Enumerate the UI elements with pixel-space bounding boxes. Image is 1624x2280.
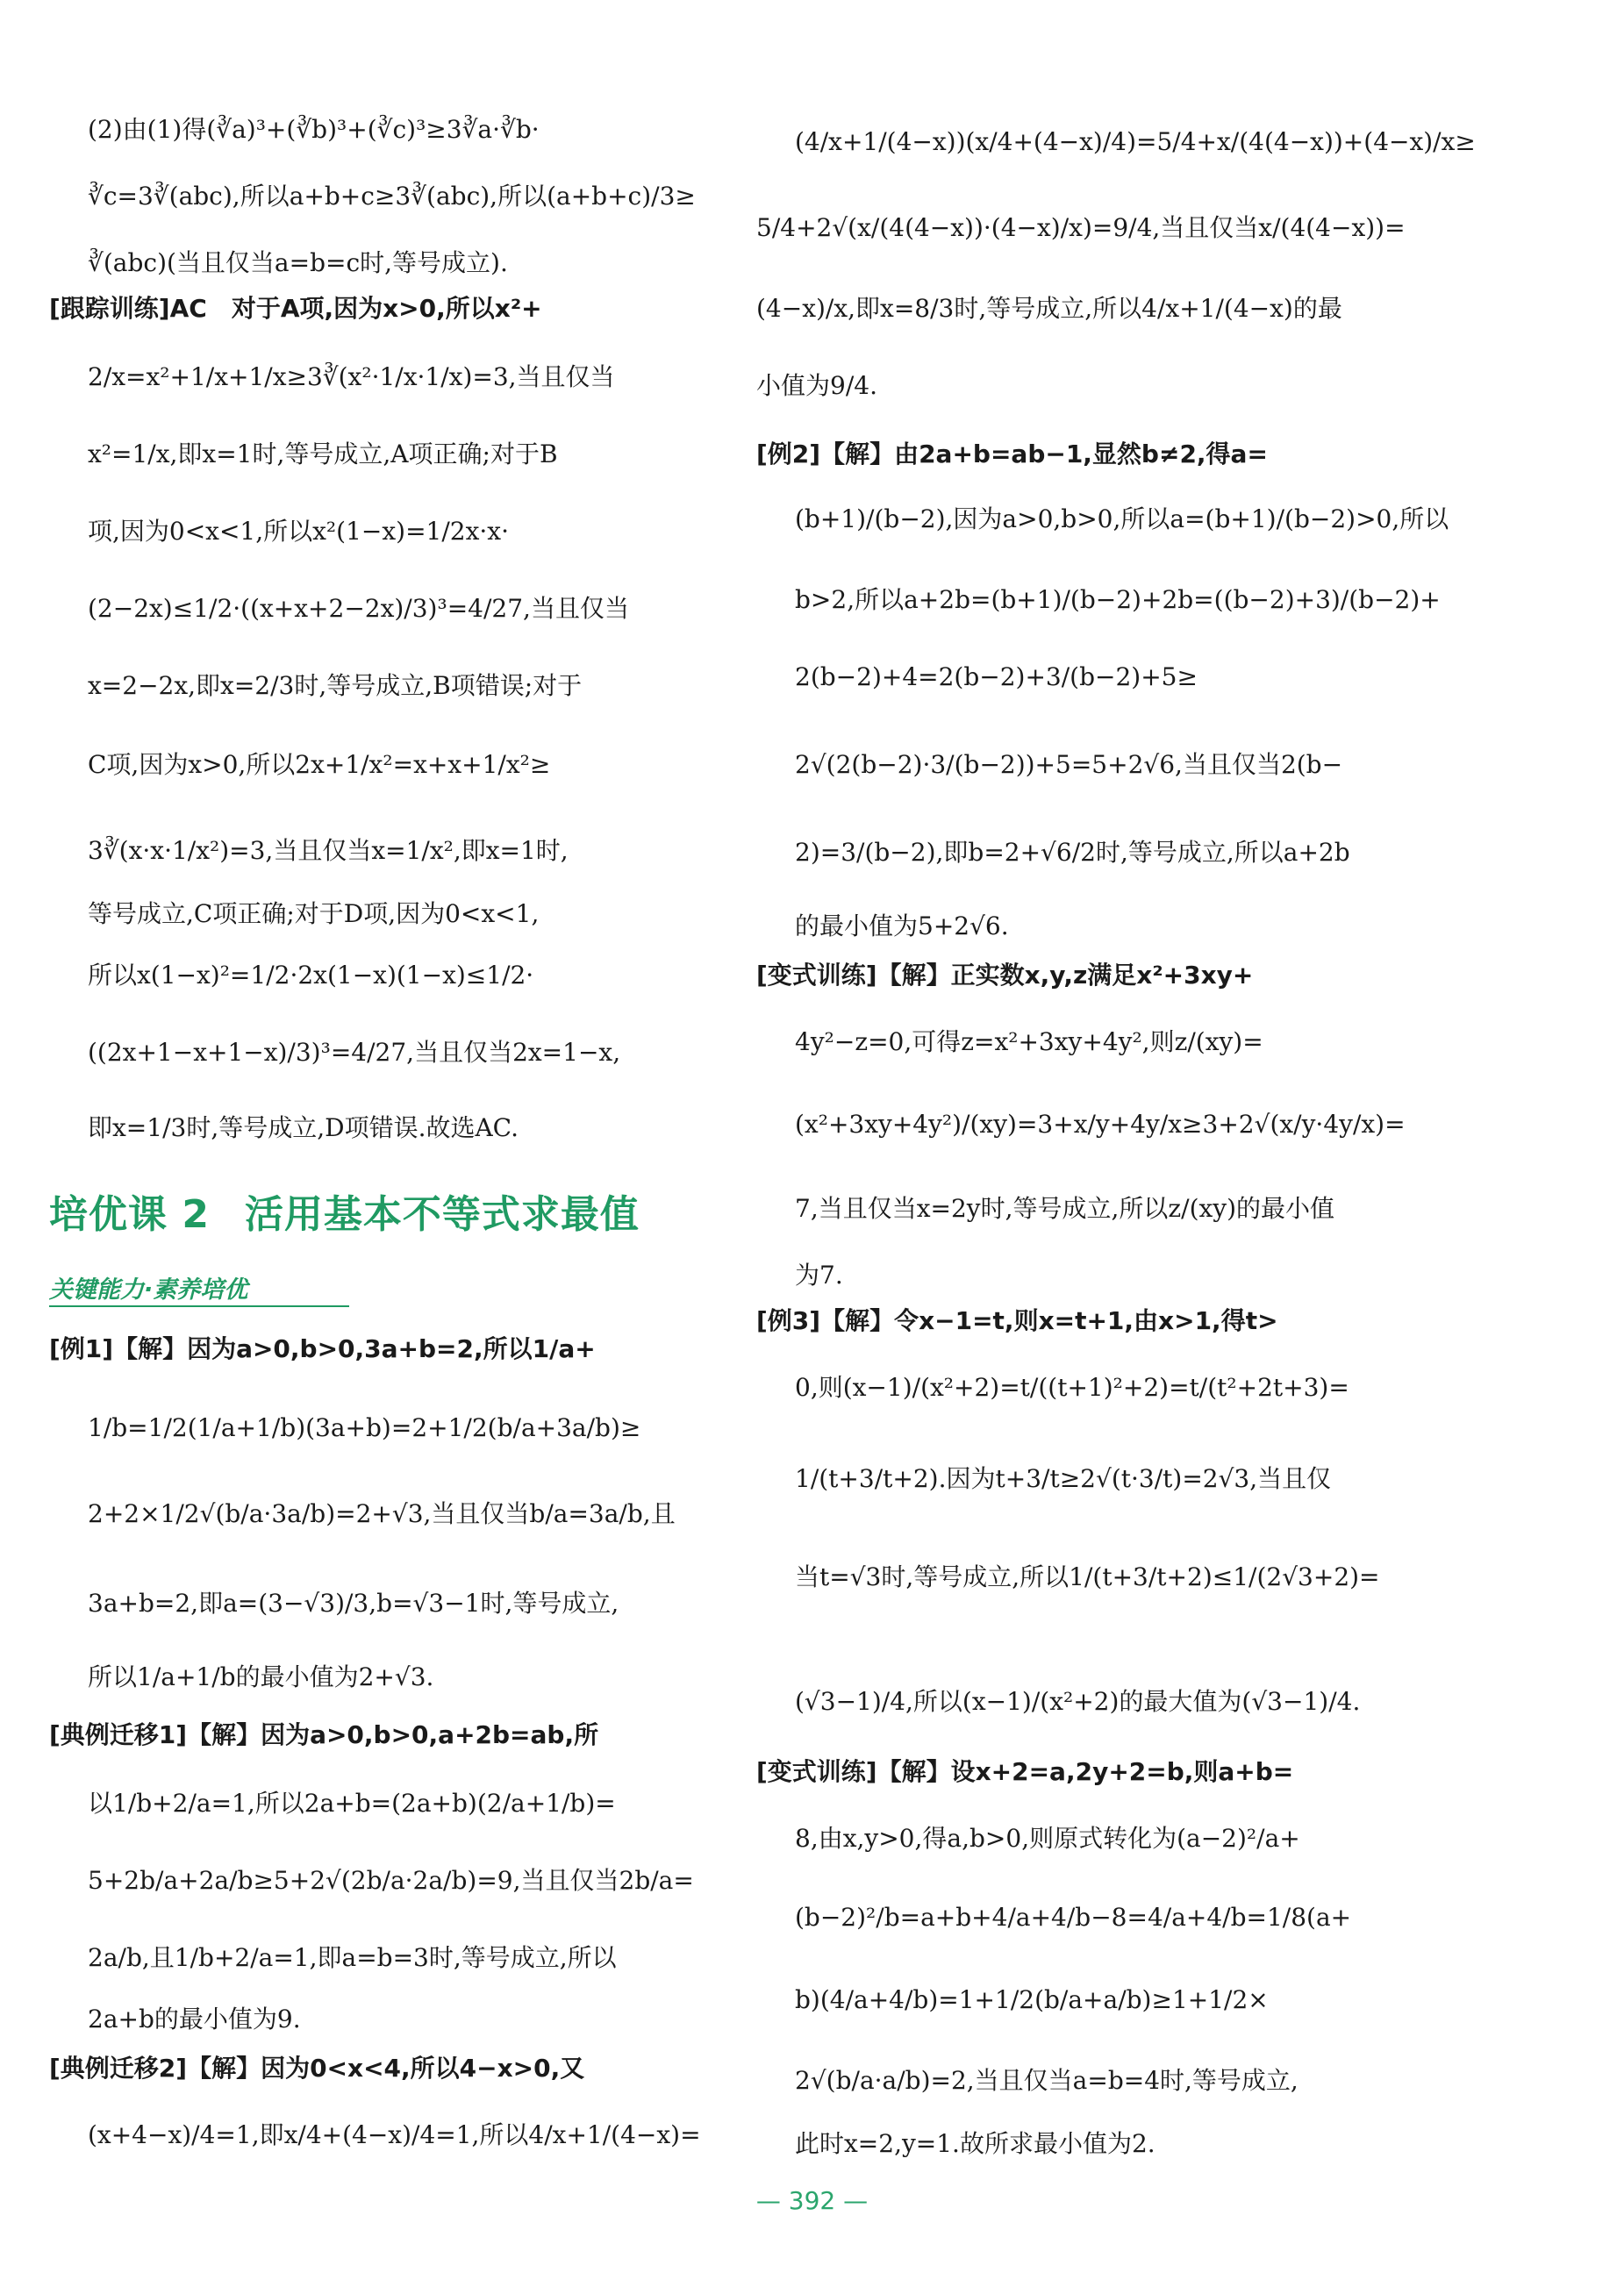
text-line: [典例迁移2]【解】因为0<x<4,所以4−x>0,又 [49,2054,585,2083]
text-line: 2a+b的最小值为9. [88,2005,301,2033]
text-line: 此时x=2,y=1.故所求最小值为2. [795,2129,1155,2158]
text-line: 2a/b,且1/b+2/a=1,即a=b=3时,等号成立,所以 [88,1943,617,1972]
text-line: 项,因为0<x<1,所以x²(1−x)=1/2x·x· [88,517,509,546]
text-line: ∛(abc)(当且仅当a=b=c时,等号成立). [88,248,508,277]
text-line: 1/(t+3/t+2).因为t+3/t≥2√(t·3/t)=2√3,当且仅 [795,1464,1332,1493]
text-line: (4−x)/x,即x=8/3时,等号成立,所以4/x+1/(4−x)的最 [756,294,1342,323]
subsection-rule [49,1305,349,1307]
text-line: ((2x+1−x+1−x)/3)³=4/27,当且仅当2x=1−x, [88,1038,621,1067]
text-line: 5/4+2√(x/(4(4−x))·(4−x)/x)=9/4,当且仅当x/(4(4−x))= [756,213,1406,242]
section-title [49,1183,640,1239]
text-line: 即x=1/3时,等号成立,D项错误.故选AC. [88,1113,519,1142]
text-line: (x²+3xy+4y²)/(xy)=3+x/y+4y/x≥3+2√(x/y·4y/x)= [795,1110,1406,1139]
text-line: 所以1/a+1/b的最小值为2+√3. [88,1662,434,1691]
text-line: (2)由(1)得(∛a)³+(∛b)³+(∛c)³≥3∛a·∛b· [88,115,540,144]
text-line: [变式训练]【解】正实数x,y,z满足x²+3xy+ [756,961,1254,990]
text-line: (2−2x)≤1/2·((x+x+2−2x)/3)³=4/27,当且仅当 [88,594,629,623]
text-line: 0,则(x−1)/(x²+2)=t/((t+1)²+2)=t/(t²+2t+3)= [795,1373,1349,1402]
text-line: 等号成立,C项正确;对于D项,因为0<x<1, [88,899,540,928]
text-line: 2√(b/a·a/b)=2,当且仅当a=b=4时,等号成立, [795,2066,1298,2095]
text-line: 4y²−z=0,可得z=x²+3xy+4y²,则z/(xy)= [795,1027,1263,1056]
text-line: 2(b−2)+4=2(b−2)+3/(b−2)+5≥ [795,662,1198,691]
subsection-heading: 关键能力·素养培优 [49,1276,248,1304]
text-line: C项,因为x>0,所以2x+1/x²=x+x+1/x²≥ [88,750,551,779]
text-line: 3a+b=2,即a=(3−√3)/3,b=√3−1时,等号成立, [88,1589,619,1618]
text-line: [例3]【解】令x−1=t,则x=t+1,由x>1,得t> [756,1306,1278,1335]
text-line: b>2,所以a+2b=(b+1)/(b−2)+2b=((b−2)+3)/(b−2)+ [795,585,1441,614]
text-line: 2)=3/(b−2),即b=2+√6/2时,等号成立,所以a+2b [795,838,1350,867]
text-line: 8,由x,y>0,得a,b>0,则原式转化为(a−2)²/a+ [795,1824,1300,1853]
text-line: 2√(2(b−2)·3/(b−2))+5=5+2√6,当且仅当2(b− [795,750,1343,779]
text-line: 1/b=1/2(1/a+1/b)(3a+b)=2+1/2(b/a+3a/b)≥ [88,1413,641,1442]
text-line: (b−2)²/b=a+b+4/a+4/b−8=4/a+4/b=1/8(a+ [795,1903,1352,1932]
text-line: 所以x(1−x)²=1/2·2x(1−x)(1−x)≤1/2· [88,961,534,990]
text-line: 以1/b+2/a=1,所以2a+b=(2a+b)(2/a+1/b)= [88,1789,616,1818]
page-number: — 392 — [755,2186,869,2215]
text-line: ∛c=3∛(abc),所以a+b+c≥3∛(abc),所以(a+b+c)/3≥ [88,182,696,211]
text-line: b)(4/a+4/b)=1+1/2(b/a+a/b)≥1+1/2× [795,1985,1269,2014]
text-line: 5+2b/a+2a/b≥5+2√(2b/a·2a/b)=9,当且仅当2b/a= [88,1866,694,1895]
text-line: 的最小值为5+2√6. [795,911,1009,940]
text-line: (x+4−x)/4=1,即x/4+(4−x)/4=1,所以4/x+1/(4−x)= [88,2120,701,2149]
text-line: (√3−1)/4,所以(x−1)/(x²+2)的最大值为(√3−1)/4. [795,1687,1361,1716]
text-line: 为7. [795,1261,843,1290]
text-line: x²=1/x,即x=1时,等号成立,A项正确;对于B [88,440,558,468]
text-line: [典例迁移1]【解】因为a>0,b>0,a+2b=ab,所 [49,1720,599,1749]
text-line: [例1]【解】因为a>0,b>0,3a+b=2,所以1/a+ [49,1334,596,1363]
section-label: 培优课 2 [49,1192,210,1237]
text-line: x=2−2x,即x=2/3时,等号成立,B项错误;对于 [88,671,583,700]
text-line: [例2]【解】由2a+b=ab−1,显然b≠2,得a= [756,440,1268,468]
text-line: 2+2×1/2√(b/a·3a/b)=2+√3,当且仅当b/a=3a/b,且 [88,1499,676,1528]
text-line: [变式训练]【解】设x+2=a,2y+2=b,则a+b= [756,1757,1294,1786]
text-line: [跟踪训练]AC 对于A项,因为x>0,所以x²+ [49,294,542,323]
text-line: 当t=√3时,等号成立,所以1/(t+3/t+2)≤1/(2√3+2)= [795,1562,1380,1591]
text-line: (b+1)/(b−2),因为a>0,b>0,所以a=(b+1)/(b−2)>0,所以 [795,504,1449,533]
text-line: 小值为9/4. [756,371,877,400]
text-line: 2/x=x²+1/x+1/x≥3∛(x²·1/x·1/x)=3,当且仅当 [88,362,615,391]
section-heading: 活用基本不等式求最值 [244,1192,640,1237]
text-line: 7,当且仅当x=2y时,等号成立,所以z/(xy)的最小值 [795,1194,1335,1223]
text-line: 3∛(x·x·1/x²)=3,当且仅当x=1/x²,即x=1时, [88,836,569,865]
text-line: (4/x+1/(4−x))(x/4+(4−x)/4)=5/4+x/(4(4−x))+(4−x)/x≥ [795,127,1476,156]
